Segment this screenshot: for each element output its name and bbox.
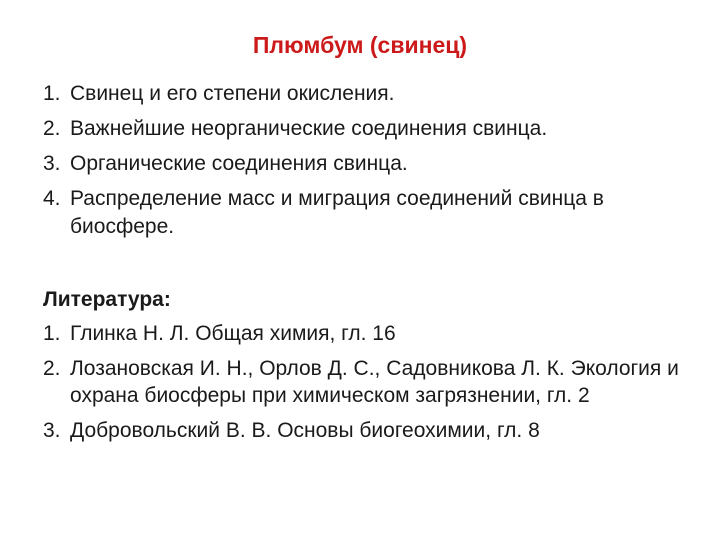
slide-title: Плюмбум (свинец) [252, 32, 468, 58]
topics-list [43, 80, 683, 248]
literature-list [43, 320, 683, 452]
literature-item [43, 417, 683, 444]
topic-number: 4. [43, 187, 61, 210]
topic-item [43, 150, 683, 178]
topic-item [43, 80, 683, 108]
literature-item [43, 320, 683, 347]
topic-text: Важнейшие неорганические соединения свинца. [70, 117, 548, 140]
topic-text: Органические соединения свинца. [70, 152, 408, 175]
topic-number: 3. [43, 152, 61, 175]
literature-number: 2. [43, 357, 61, 380]
topic-text: Распределение масс и миграция соединений свинца в биосфере. [70, 187, 604, 238]
literature-number: 1. [43, 322, 61, 345]
literature-text: Лозановская И. Н., Орлов Д. С., Садовникова Л. К. Экология и охрана биосферы при химическом загрязнении, гл. 2 [70, 357, 679, 407]
literature-text: Добровольский В. В. Основы биогеохимии, гл. 8 [70, 419, 540, 442]
topic-item [43, 115, 683, 143]
literature-number: 3. [43, 419, 61, 442]
topic-number: 2. [43, 117, 61, 140]
literature-text: Глинка Н. Л. Общая химия, гл. 16 [70, 322, 396, 345]
topic-number: 1. [43, 82, 61, 105]
topic-item [43, 185, 683, 241]
literature-item [43, 355, 683, 409]
topic-text: Свинец и его степени окисления. [70, 82, 395, 105]
literature-heading: Литература: [43, 288, 171, 311]
